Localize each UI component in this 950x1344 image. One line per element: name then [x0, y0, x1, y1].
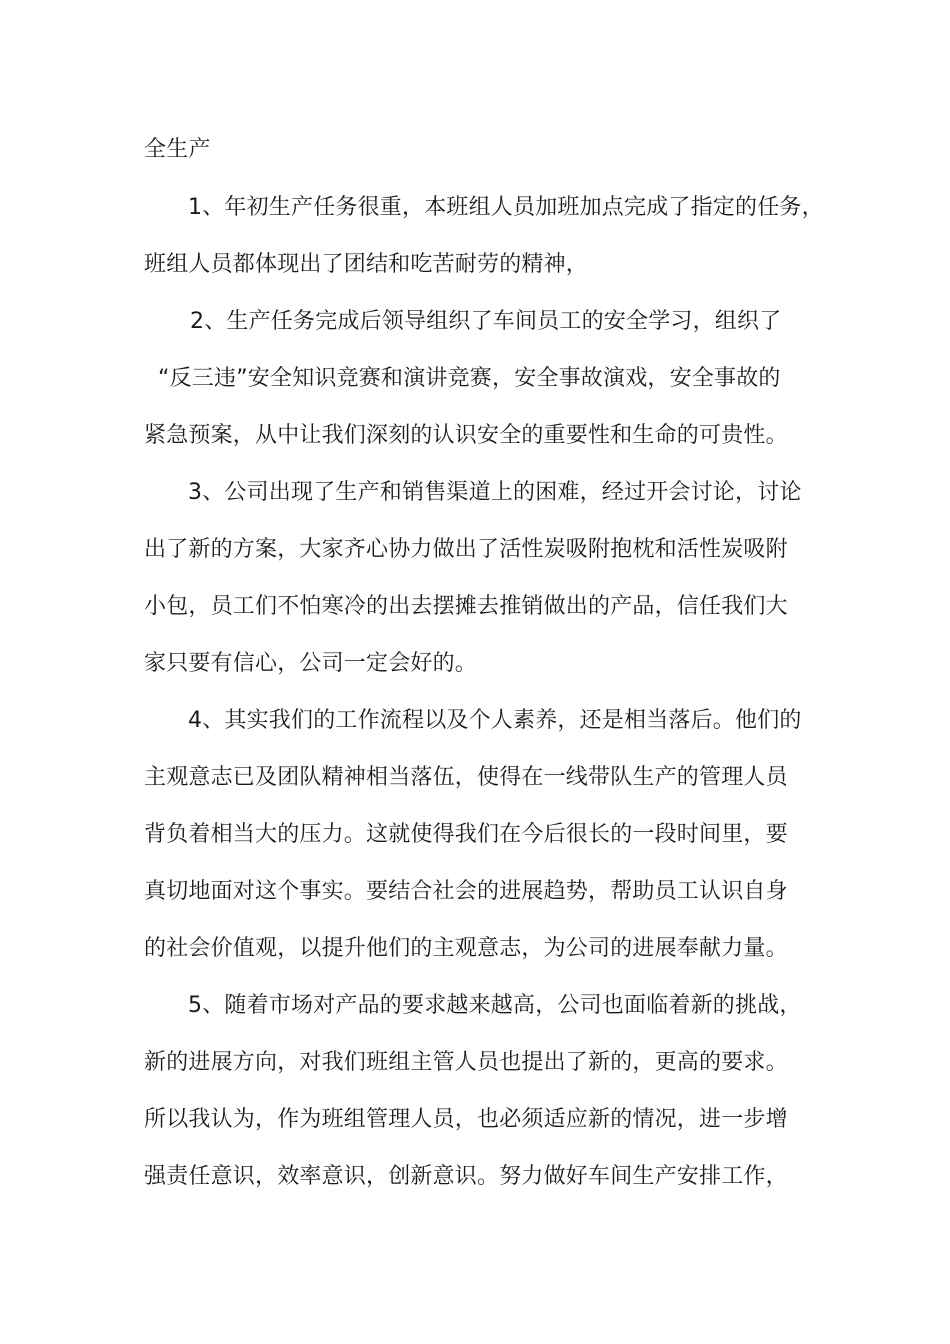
text-line: 出了新的方案，大家齐心协力做出了活性炭吸附抱枕和活性炭吸附 — [144, 537, 788, 562]
text-line: 强责任意识，效率意识，创新意识。努力做好车间生产安排工作， — [144, 1164, 788, 1189]
text-line: 1、年初生产任务很重，本班组人员加班加点完成了指定的任务， — [188, 195, 824, 220]
text-line: 主观意志已及团队精神相当落伍，使得在一线带队生产的管理人员 — [144, 765, 788, 790]
text-line: 所以我认为，作为班组管理人员，也必须适应新的情况，进一步增 — [144, 1107, 788, 1132]
text-line: “反三违”安全知识竞赛和演讲竞赛，安全事故演戏，安全事故的 — [158, 366, 781, 391]
text-line: 真切地面对这个事实。要结合社会的进展趋势，帮助员工认识自身 — [144, 879, 788, 904]
text-line: 5、随着市场对产品的要求越来越高，公司也面临着新的挑战， — [188, 993, 802, 1018]
text-line: 4、其实我们的工作流程以及个人素养，还是相当落后。他们的 — [188, 708, 802, 733]
text-line: 的社会价值观，以提升他们的主观意志，为公司的进展奉献力量。 — [144, 936, 788, 961]
text-line: 小包，员工们不怕寒冷的出去摆摊去推销做出的产品，信任我们大 — [144, 594, 788, 619]
text-line: 新的进展方向，对我们班组主管人员也提出了新的，更高的要求。 — [144, 1050, 788, 1075]
text-line: 班组人员都体现出了团结和吃苦耐劳的精神， — [144, 252, 589, 277]
text-line: 2、生产任务完成后领导组织了车间员工的安全学习，组织了 — [190, 309, 782, 334]
text-line: 3、公司出现了生产和销售渠道上的困难，经过开会讨论，讨论 — [188, 480, 802, 505]
text-line: 背负着相当大的压力。这就使得我们在今后很长的一段时间里，要 — [144, 822, 788, 847]
text-line: 家只要有信心，公司一定会好的。 — [144, 651, 478, 676]
text-line: 全生产 — [144, 137, 211, 162]
text-line: 紧急预案，从中让我们深刻的认识安全的重要性和生命的可贵性。 — [144, 423, 788, 448]
